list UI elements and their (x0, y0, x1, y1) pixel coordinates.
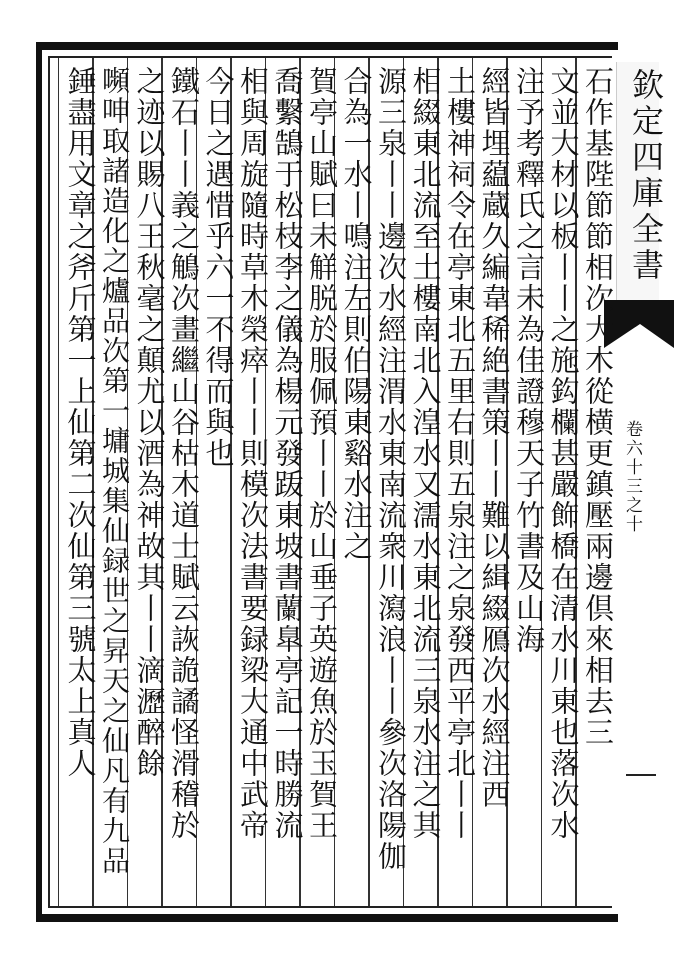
inner-border-left (48, 56, 50, 908)
text-column: 石作基陛節節相次大木從横更鎮壓兩邊倶來相去三 (581, 66, 615, 748)
margin-dash (626, 774, 656, 776)
column-rule (58, 58, 60, 906)
text-column: 喬繫鵠于松枝李之儀為楊元發䟦東坡書蘭臯亭記一時勝流 (270, 66, 305, 841)
margin-book-title: 欽定四庫全書 (627, 68, 665, 284)
text-column: 經皆埋藴蔵久編韋稀絶書策丨丨難以緝綴鴈次水經注西 (477, 66, 512, 810)
text-column: 源三泉丨丨邊次水經注渭水東南流衆川瀉浪丨丨參次洛陽伽 (374, 66, 408, 872)
text-column: 合為一水丨鳴注左則伯陽東谿水注之 (339, 66, 374, 562)
outer-border-left (36, 42, 42, 922)
outer-border-top (36, 42, 618, 50)
text-column: 相與周旋隨時草木榮瘁丨丨則模次法書要録梁大通中武帝 (236, 66, 270, 841)
text-column: 賀亭山賦曰未觧脱於服佩預丨丨於山垂子英遊魚於玉賀王 (305, 66, 339, 841)
text-column: 鐵石丨丨義之鵤次畫繼山谷枯木道士賦云詼詭譎怪滑稽於 (167, 66, 201, 841)
outer-border-bottom (36, 914, 618, 922)
text-column: 注予考釋氏之言未為佳證穆天子竹書及山海 (512, 66, 546, 655)
text-column: 今日之遇惜乎六一不得而與也 (201, 66, 236, 469)
text-column: 相綴東北流至土樓南北入湟水又濡水東北流三泉水注之其 (408, 66, 443, 841)
text-column: 土樓神祠令在亭東北五里右則五泉注之泉發西平亭北丨丨 (443, 66, 477, 841)
margin-chapter-label: 卷六十三之十 (622, 420, 642, 534)
inner-border-bottom (48, 906, 612, 908)
text-column: 嚬呻取諸造化之爐品次第一墉城集仙録世之昇天之仙凡有九品 (98, 66, 131, 876)
inner-border-top (48, 56, 612, 58)
text-column: 之迹以賜八王秋毫之顛尤以酒為神故其丨丨滴瀝醉餘 (132, 66, 167, 779)
margin-book-title-panel (616, 62, 665, 302)
text-column: 錘盡用文章之斧斤第一上仙第二次仙第三號太上真人 (63, 66, 98, 779)
text-column: 文並大材以板丨丨之施鈎欄甚嚴飾橋在清水川東也落次水 (546, 66, 581, 841)
